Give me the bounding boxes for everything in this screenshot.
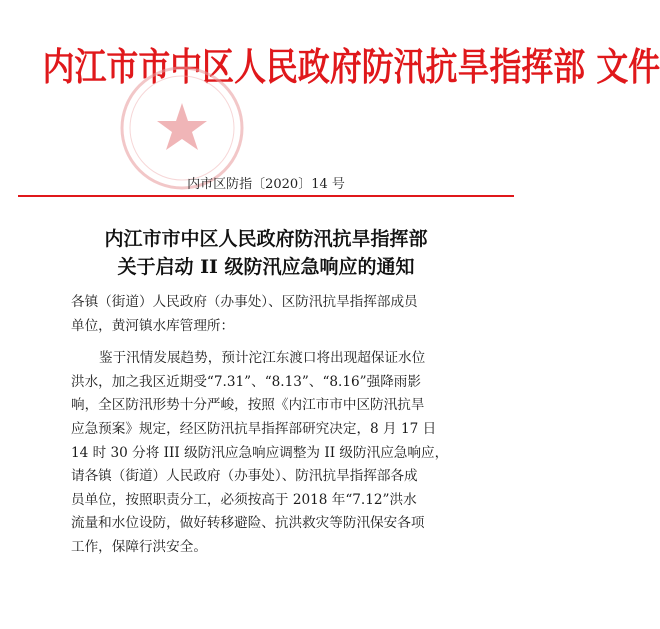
body-line: 员单位，按照职责分工，必须按高于 2018 年“7.12”洪水 [71,491,417,508]
body-line: 单位，黄河镇水库管理所： [71,317,235,334]
body-line: 请各镇（街道）人民政府（办事处）、防汛抗旱指挥部各成 [71,468,418,485]
body-line: 工作，保障行洪安全。 [71,538,207,555]
body-line: 响，全区防汛形势十分严峻，按照《内江市市中区防汛抗旱 [71,397,425,414]
body-line: 流量和水位设防，做好转移避险、抗洪救灾等防汛保安各项 [71,515,425,532]
body-line: 鉴于汛情发展趋势，预计沱江东渡口将出现超保证水位 [99,350,426,367]
body-line: 各镇（街道）人民政府（办事处）、区防汛抗旱指挥部成员 [71,294,418,310]
body-line: 14 时 30 分将 III 级防汛应急响应调整为 II 级防汛应急响应， [71,444,449,461]
notice-title-line-1: 内江市市中区人民政府防汛抗旱指挥部 [104,228,428,250]
document-number: 内市区防指〔2020〕14 号 [187,177,345,192]
body-line: 洪水，加之我区近期受“7.31”、“8.13”、“8.16”强降雨影 [71,373,421,390]
masthead-title: 内江市市中区人民政府防汛抗旱指挥部 文件 [42,44,660,89]
body-line: 应急预案》规定，经区防汛抗旱指挥部研究决定，8 月 17 日 [71,420,437,437]
red-divider-line [18,195,514,197]
notice-body [71,291,471,560]
notice-title-line-2: 关于启动 II 级防汛应急响应的通知 [117,256,415,278]
